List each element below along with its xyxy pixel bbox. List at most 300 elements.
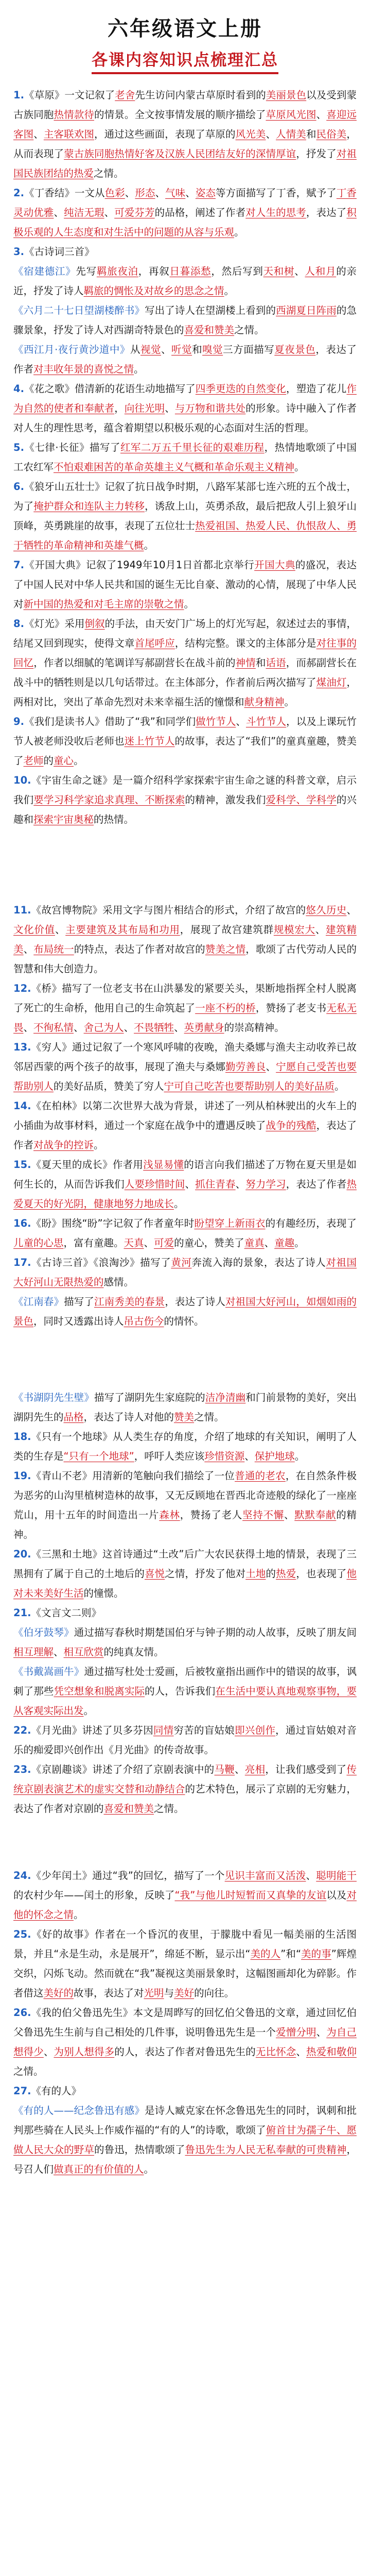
key-point-text: 喜悦	[145, 1568, 165, 1580]
entry-number: 2.	[13, 187, 24, 199]
key-point-text: 努力学习	[245, 1178, 286, 1190]
entry-text: 之情。	[13, 2065, 44, 2077]
key-point-text: 默默奉献	[294, 1509, 337, 1521]
entry-text: 、	[104, 207, 115, 218]
key-point-text: 俯首甘为孺子牛、愿做人民大众的野草	[13, 2124, 357, 2156]
knowledge-entry	[13, 555, 357, 614]
entry-text: 、	[236, 716, 246, 727]
entry-number: 26.	[13, 2007, 31, 2019]
entry-text: 和	[255, 657, 266, 669]
key-point-text: 规模宏大	[273, 924, 315, 936]
entry-text: 的人，告诉我们	[145, 1685, 216, 1697]
entry-text: ，通过这些画面，表现了草原的	[94, 128, 236, 140]
entry-text: 《开国大典》记叙了1949年10月1日首都北京举行	[24, 559, 255, 571]
key-point-text: 黄河	[171, 1257, 192, 1268]
entry-text: 。	[184, 598, 195, 610]
entry-text: 以及	[326, 1889, 347, 1901]
key-point-text: 作为自然的使者和奉献者	[13, 383, 357, 414]
entry-text: 《好的故事》作者在一个昏沉的夜里，于朦胧中看见一幅美丽的生活图景，并且“永是生动，永是展开”，绵延不断，显示出“	[13, 1928, 357, 1960]
entry-text: 的急骤景象，抒发了诗人对西湖奇特景色的	[13, 304, 357, 336]
knowledge-entry	[13, 1253, 357, 1292]
key-point-text: 西湖夏日阵雨	[276, 304, 337, 316]
section-divider	[13, 1819, 357, 1866]
key-point-text: 嗅觉	[202, 344, 223, 355]
knowledge-entry	[13, 1466, 357, 1545]
entry-text: 的形象。诗中融入了作者对人生的理性思考，蕴含着期望以积极乐观的心态面对生活的哲理。	[13, 402, 357, 434]
entry-text: 《花之歌》借清新的花语生动地描写了	[24, 383, 196, 395]
entry-text: 穷苦的盲姑娘	[173, 1724, 235, 1736]
key-point-text: 四季更迭的自然变化	[195, 383, 286, 395]
key-point-text: 献身精神	[244, 696, 285, 708]
entry-text: 、	[296, 2046, 306, 2058]
entry-text: 从	[130, 344, 140, 355]
key-point-text: 不徇私情	[33, 1022, 74, 1033]
subtitle-wrap	[13, 47, 357, 74]
key-point-text: 坚持不懈	[242, 1509, 285, 1521]
key-point-text: 爱科学、学科学	[266, 794, 337, 806]
key-point-text: 视觉	[140, 344, 162, 355]
entry-text: 的童心，赞美了	[174, 1237, 244, 1249]
key-point-text: 宁可自己吃苦也要帮助别人的美好品质	[164, 1080, 335, 1092]
key-point-text: 美丽景色	[266, 89, 307, 101]
poem-title: 《书戴嵩画牛》	[13, 1666, 84, 1677]
key-point-text: 人和月	[305, 265, 337, 277]
entry-text: ，通过盲姑娘对音乐的痴爱即兴创作出《月光曲》的传奇故事。	[13, 1724, 357, 1756]
key-point-text: 红军二万五千里长征的艰难历程	[120, 442, 265, 453]
key-point-text: 儿童的心思	[13, 1237, 64, 1249]
knowledge-entry	[13, 1388, 357, 1427]
entry-number: 21.	[13, 1607, 31, 1619]
entry-text: 、	[244, 1450, 255, 1462]
knowledge-entry	[13, 2003, 357, 2081]
knowledge-entry	[13, 183, 357, 242]
entry-text: ，呼吁人类应该	[134, 1450, 205, 1462]
entry-text: 《夏天里的成长》作者用	[31, 1159, 144, 1171]
knowledge-entry	[13, 979, 357, 1038]
knowledge-entry	[13, 1427, 357, 1466]
entry-number: 24.	[13, 1870, 31, 1882]
key-point-text: 对祖国大好河山无限热爱的	[13, 1257, 357, 1288]
entry-text: 先生访问内蒙古草原时看到的	[135, 89, 266, 101]
key-point-text: 要学习科学家追求真理、不断探索	[33, 794, 185, 806]
entry-number: 10.	[13, 774, 31, 786]
entry-text: 、	[33, 128, 44, 140]
entry-text: 的亲近，抒发了诗人	[13, 265, 357, 297]
entry-text: 《我的伯父鲁迅先生》本文是周晔写的回忆伯父鲁迅的文章，通过回忆伯父鲁迅先生生前与自己相处的几件事，说明鲁迅先生是一个	[13, 2007, 357, 2038]
entry-text: 的情怀。	[164, 1315, 204, 1327]
entry-text: 、	[74, 1022, 84, 1033]
entry-text: ，热情地歌颂了中国工农红军	[13, 442, 357, 473]
entry-text: 的品格，阐述了作者	[154, 207, 246, 218]
key-point-text: 悠久历史	[306, 904, 347, 916]
key-point-text: 喜爱和赞美	[103, 1803, 154, 1815]
key-point-text: 斗竹节人	[245, 716, 287, 727]
entry-number: 5.	[13, 442, 24, 453]
entry-text: 、	[185, 187, 196, 199]
entry-text: 《古诗词三首》	[24, 246, 95, 258]
key-point-text: 美的人	[250, 1948, 281, 1960]
section-4	[13, 1866, 357, 2179]
entry-text: 、	[315, 924, 326, 936]
key-point-text: 可爱	[154, 1237, 174, 1249]
key-point-text: 宁愿自己受苦也要帮助别人	[13, 1061, 357, 1092]
entry-text: ，诱敌上山，英勇杀敌，最后把敌人引上狼牙山顶峰，英勇跳崖的故事，表现了五位壮士	[13, 500, 357, 532]
entry-number: 13.	[13, 1041, 31, 1053]
entry-text: 。	[83, 1705, 94, 1717]
key-point-text: 美的事	[301, 1948, 331, 1960]
key-point-text: 草原风光图	[266, 109, 316, 121]
key-point-text: 蒙古族同胞热情好客及汉族人民团结友好的深情厚谊	[64, 148, 296, 160]
key-point-text: 无比怀念	[255, 2046, 296, 2058]
key-point-text: 盼望穿上新雨衣	[194, 1217, 266, 1229]
key-point-text: 布局统一	[33, 943, 74, 955]
entry-text: 、	[346, 904, 357, 916]
knowledge-entry	[13, 242, 357, 262]
entry-text: 、	[43, 2046, 54, 2058]
key-point-text: 童真	[244, 1237, 265, 1249]
key-point-text: 喜迎远客图	[13, 109, 357, 140]
key-point-text: 勤劳善良	[225, 1061, 266, 1073]
key-point-text: 同情	[153, 1724, 174, 1736]
entry-text: 、	[54, 207, 64, 218]
key-point-text: 对他的怀念之情	[13, 1889, 357, 1921]
knowledge-entry	[13, 262, 357, 301]
key-point-text: 无私无畏	[13, 1002, 357, 1033]
entry-text: 《少年闰土》通过“我”的回忆，描写了一个	[31, 1870, 225, 1882]
entry-text: ，也表现了	[296, 1568, 347, 1580]
key-point-text: 丁香灵动优雅	[13, 187, 357, 218]
entry-text: 的纯真友情。	[103, 1646, 164, 1658]
key-point-text: 马鞭	[214, 1764, 235, 1775]
entry-text: 、	[125, 187, 135, 199]
entry-text: ，赞扬了老支书	[255, 1002, 327, 1014]
entry-text: 等方面描写了丁香，赋予了	[216, 187, 337, 199]
key-point-text: 老舍	[115, 89, 135, 101]
poem-title: 《江南春》	[13, 1296, 64, 1308]
entry-text: ，从而表现了	[13, 128, 357, 160]
entry-text: 之情。	[94, 167, 124, 179]
entry-text: 。	[94, 1139, 104, 1151]
key-point-text: 姿态	[195, 187, 216, 199]
key-point-text: 新中国的热爱和对毛主席的崇敬之情	[23, 598, 184, 610]
entry-text: 《盼》围绕“盼”字记叙了作者童年时	[31, 1217, 195, 1229]
entry-text: 、	[124, 1022, 134, 1033]
entry-text: 、	[235, 1764, 245, 1775]
entry-text: 先写	[76, 265, 97, 277]
poem-title: 《有的人——纪念鲁迅有感》	[13, 2105, 145, 2116]
entry-text: 故事，表达了对	[74, 1987, 144, 1999]
key-point-text: 天真	[124, 1237, 144, 1249]
key-point-text: 老师	[23, 755, 44, 767]
entry-text: 、	[284, 1509, 295, 1521]
entry-text: ，抒发了	[296, 148, 337, 160]
entry-text: 、	[264, 1237, 275, 1249]
entry-number: 9.	[13, 716, 24, 727]
entry-text: ，赞扬了老人	[180, 1509, 243, 1521]
key-point-text: 开国大典	[254, 559, 295, 571]
key-point-text: 风光美	[235, 128, 266, 140]
key-point-text: 为别人想得多	[54, 2046, 115, 2058]
key-point-text: 他对未来美好生活	[13, 1568, 357, 1599]
entry-text: 。	[144, 2163, 154, 2175]
entry-number: 1.	[13, 89, 24, 101]
entry-text: ，再叙	[138, 265, 170, 277]
key-point-text: 即兴创作	[235, 1724, 276, 1736]
entry-text: 《在柏林》以第二次世界大战为背景，讲述了一列从柏林驶出的火车上的小插曲为故事材料，通过一个家庭在战争中的遭遇反映了	[13, 1100, 357, 1131]
entry-text: 《七律·长征》描写了	[24, 442, 120, 453]
key-point-text: 爱憎分明	[276, 2026, 316, 2038]
entry-text: 、	[55, 924, 66, 936]
entry-text: 《有的人》	[31, 2085, 82, 2097]
entry-number: 11.	[13, 904, 31, 916]
entry-text: 描写了湖阴先生家庭院的	[94, 1392, 205, 1403]
entry-text: 。	[74, 1909, 84, 1921]
entry-text: 的有趣经历，表现了	[265, 1217, 357, 1229]
key-point-text: 热爱祖国、热爱人民、仇恨敌人、勇于牺牲的革命精神和英雄气概	[13, 520, 357, 551]
entry-number: 3.	[13, 246, 24, 258]
key-point-text: 人情美	[276, 128, 306, 140]
key-point-text: 赞美之情	[205, 943, 246, 955]
entry-text: 、	[306, 1870, 316, 1882]
key-point-text: 一座不朽的桥	[195, 1002, 256, 1014]
entry-text: 《只有一个地球》从人类生存的角度，介绍了地球的有关知识，阐明了人类的生存是	[13, 1431, 357, 1462]
entry-number: 4.	[13, 383, 24, 395]
key-point-text: 与万物和谐共处	[174, 402, 246, 414]
section-divider	[13, 1331, 357, 1388]
entry-text: 的人，表达了作者对鲁迅先生的	[114, 2046, 256, 2058]
entry-text: ，号召人们	[13, 2144, 357, 2175]
entry-text: 的手法，由天安门广场上的灯光写起，叙述过去的事情，结尾又回到现实，使得文章	[13, 618, 357, 649]
entry-number: 12.	[13, 982, 31, 994]
key-point-text: 色彩	[104, 187, 125, 199]
key-point-text: “我”与他儿时短暂而又真挚的友谊	[174, 1889, 327, 1901]
knowledge-entry	[13, 901, 357, 979]
entry-text: ，而郝副营长在战斗中的牺牲则是以几句话带过。在主体部分，作者前后两次描写了	[13, 657, 357, 688]
key-point-text: 听觉	[171, 344, 192, 355]
knowledge-entry	[13, 1760, 357, 1819]
entry-text: ，表达了作者	[13, 1120, 357, 1151]
entry-text: 。	[294, 461, 305, 473]
key-point-text: 形态	[135, 187, 155, 199]
entry-text: 写出了诗人在望湖楼上看到的	[145, 304, 276, 316]
entry-text: 《我们是读书人》借助了“我”和同学们	[24, 716, 196, 727]
entry-text: ，歌颂了古代劳动人民的智慧和伟大创造力。	[13, 943, 357, 975]
entry-text: 之情。	[194, 1411, 224, 1423]
key-point-text: “只有一个地球”	[63, 1450, 134, 1462]
key-point-text: 美好的	[43, 1987, 74, 1999]
entry-text: ，同时又透露出诗人	[33, 1315, 124, 1327]
entry-text: 《文言文二则》	[31, 1607, 102, 1619]
entry-text: 感情。	[103, 1276, 134, 1288]
knowledge-entry	[13, 438, 357, 477]
entry-text: 《三黑和土地》这首诗通过“土改”后广大农民获得土地的情景，表现了三黑拥有了属于自己的土地后的	[13, 1548, 357, 1580]
key-point-text: 江南秀美的春景	[94, 1296, 165, 1308]
entry-text: 和门前景物的美好，突出湖阴先生的	[13, 1392, 357, 1423]
knowledge-entry	[13, 1038, 357, 1096]
entry-text: 的精神，激发我们	[185, 794, 266, 806]
entry-text: 之情，抒发了他对	[165, 1568, 246, 1580]
entry-number: 23.	[13, 1764, 31, 1775]
entry-text: 、	[316, 109, 327, 121]
entry-number: 6.	[13, 481, 24, 493]
entry-text: 。	[144, 539, 154, 551]
key-point-text: 童心	[54, 755, 74, 767]
entry-text: 。	[294, 1450, 305, 1462]
key-point-text: 不畏牺牲	[134, 1022, 174, 1033]
key-point-text: 战争的残酷	[266, 1120, 316, 1131]
entry-text: 、	[144, 1237, 154, 1249]
key-point-text: 迷上竹节人	[124, 735, 175, 747]
key-point-text: 对战争的控诉	[33, 1139, 94, 1151]
entry-text: 奔流入海的景象，表达了诗人	[191, 1257, 326, 1268]
knowledge-entry	[13, 2101, 357, 2179]
entry-number: 17.	[13, 1257, 31, 1268]
key-point-text: 洁净清幽	[205, 1392, 246, 1403]
entry-text: 的热情。	[94, 814, 134, 825]
key-point-text: 传统京剧表演艺术的虚实交替和动静结合	[13, 1764, 357, 1795]
key-point-text: 羁旅夜泊	[96, 265, 138, 277]
key-point-text: 天和树	[263, 265, 295, 277]
entry-text: ，展现了故宫建筑群	[180, 924, 274, 936]
entry-text: 《宇宙生命之谜》是一篇介绍科学家探索宇宙生命之谜的科普文章，启示我们	[13, 774, 357, 806]
entry-text: ，然后写到	[211, 265, 263, 277]
entry-text: 的情景。全文按事情发展的顺序描绘了	[94, 109, 266, 121]
entry-text: 之情。	[234, 324, 265, 336]
entry-text: 、	[165, 402, 175, 414]
entry-text: 。	[294, 1237, 305, 1249]
key-point-text: 话语	[266, 657, 286, 669]
entry-text: 。	[334, 1080, 345, 1092]
knowledge-entry	[13, 1603, 357, 1623]
key-point-text: 保护地球	[254, 1450, 295, 1462]
key-point-text: 见识丰富而又活泼	[224, 1870, 306, 1882]
entry-text: 通过描写春秋时期楚国伯牙与钟子期的动人故事，反映了朋友间	[74, 1626, 357, 1638]
key-point-text: 浅显易懂	[143, 1159, 184, 1171]
entry-text: 、	[266, 128, 276, 140]
entry-text: 《丁香结》一文从	[24, 187, 105, 199]
entry-text: 。	[174, 1198, 184, 1210]
knowledge-entry	[13, 1623, 357, 1662]
key-point-text: 赞美	[174, 1411, 195, 1423]
knowledge-entry	[13, 771, 357, 829]
key-point-text: 不怕艰难困苦的革命英雄主义气概和革命乐观主义精神	[54, 461, 295, 473]
entry-number: 15.	[13, 1159, 31, 1171]
key-point-text: 美好	[174, 1987, 195, 1999]
entry-text: ，在自然条件极为恶劣的山沟里植树造林的故事，又无反顾地在晋西北奇迹般的绿化了一座座荒山，用十五年的时间造出一片	[13, 1470, 357, 1521]
key-point-text: 热爱夏天的好光阴，健康地努力地成长	[13, 1178, 357, 1210]
entry-text: 《灯光》采用	[24, 618, 85, 630]
entry-text: 的特点，表达了作者对故宫的	[74, 943, 205, 955]
entry-text: 的盛况，表达了中国人民对中华人民共和国的诞生无比自豪、激动的心情，展现了中华人民对	[13, 559, 357, 610]
key-point-text: 鲁迅先生为人民无私奉献的可贵精神	[185, 2144, 347, 2156]
key-point-text: 主客联欢图	[43, 128, 94, 140]
entry-text: ，两相对比，突出了革命先烈对未来幸福生活的憧憬和	[13, 676, 357, 708]
key-point-text: 向往光明	[124, 402, 165, 414]
key-point-text: 积极乐观的人生态度和对生活中的问题的从容与乐观	[13, 207, 357, 238]
entry-text: ，结构完整。课文的主体部分是	[174, 637, 316, 649]
entry-text: ，表达了诗人	[165, 1296, 226, 1308]
key-point-text: 文化价值	[13, 924, 55, 936]
entry-text: 《穷人》通过记叙了一个寒风呼啸的夜晚，渔夫桑娜与渔夫主动收养已故邻居西蒙的两个孩子的故事，展现了渔夫与桑娜	[13, 1041, 357, 1073]
entry-text: 的憧憬。	[83, 1587, 124, 1599]
key-point-text: 吊古伤今	[124, 1315, 164, 1327]
key-point-text: 珍惜资源	[204, 1450, 245, 1462]
entry-number: 27.	[13, 2085, 31, 2097]
section-divider	[13, 829, 357, 901]
key-point-text: 做真正的有价值的人	[54, 2163, 144, 2175]
key-point-text: 气味	[165, 187, 186, 199]
entry-number: 14.	[13, 1100, 31, 1112]
entry-text: ”和“	[280, 1948, 302, 1960]
key-point-text: 对丰收年景的喜悦之情	[33, 363, 134, 375]
entry-text: 和	[192, 344, 203, 355]
entry-text: 三方面描写	[223, 344, 275, 355]
entry-text: 、	[294, 265, 305, 277]
key-point-text: 民俗美	[316, 128, 347, 140]
entry-text: 的鲁迅，热情歌颂了	[94, 2144, 185, 2156]
entry-text: ，作者以细腻的笔调详写郝副营长在战斗前的	[33, 657, 236, 669]
key-point-text: 普通的老农	[235, 1470, 286, 1482]
key-point-text: 对祖国大好河山，如烟如雨的景色	[13, 1296, 357, 1327]
key-point-text: 相互欣赏	[63, 1646, 104, 1658]
entry-text: 描写了	[64, 1296, 94, 1308]
page-title: 六年级语文上册	[108, 16, 262, 41]
key-point-text: 热情款待	[54, 109, 94, 121]
entry-text: 的	[266, 1568, 276, 1580]
entry-text: 。	[284, 696, 295, 708]
knowledge-entry	[13, 1662, 357, 1721]
key-point-text: 相互理解	[13, 1646, 54, 1658]
knowledge-entry	[13, 1096, 357, 1155]
entry-text: 的精神。	[13, 1509, 357, 1540]
key-point-text: 探索宇宙奥秘	[33, 814, 94, 825]
entry-text: ，富有童趣。	[63, 1237, 124, 1249]
key-point-text: 热爱和敬仰	[306, 2046, 357, 2058]
key-point-text: 童趣	[274, 1237, 295, 1249]
knowledge-entry	[13, 1925, 357, 2003]
key-point-text: 主要建筑及其布局和功用	[65, 924, 180, 936]
key-point-text: 人要珍惜时间	[124, 1178, 185, 1190]
entry-number: 8.	[13, 618, 24, 630]
key-point-text: 首尾呼应	[134, 637, 175, 649]
entry-number: 25.	[13, 1928, 31, 1940]
entry-text: ，表达了诗人对他的	[83, 1411, 174, 1423]
knowledge-entry	[13, 1721, 357, 1760]
poem-title: 《宿建德江》	[13, 265, 76, 277]
entry-text: 、	[316, 2026, 327, 2038]
entry-text: 的农村少年——闰土的形象，反映了	[13, 1889, 175, 1901]
key-point-text: 光明	[144, 1987, 164, 1999]
key-point-text: 掩护群众和连队主力转移	[33, 500, 145, 512]
key-point-text: 日暮添愁	[169, 265, 212, 277]
key-point-text: 土地	[245, 1568, 266, 1580]
entry-number: 18.	[13, 1431, 31, 1443]
entry-text: 是诗人臧克家在怀念鲁迅先生的同时，讽刺和批判那些骑在人民头上作威作福的“有的人”的诗歌，歌颂了	[13, 2105, 357, 2136]
section-3	[13, 1388, 357, 1819]
knowledge-entry	[13, 614, 357, 712]
section-1	[13, 86, 357, 829]
entry-text: 《狼牙山五壮士》记叙了抗日战争时期，八路军某部七连六班的五个战士，为了	[13, 481, 357, 512]
entry-text: 之情。	[154, 1803, 184, 1815]
knowledge-entry	[13, 477, 357, 555]
key-point-text: 在生活中要认真地观察事物，要从客观实际出发	[13, 1685, 357, 1717]
knowledge-entry	[13, 86, 357, 183]
key-point-text: 为自己想得少	[13, 2026, 357, 2058]
entry-text: 、	[266, 1061, 276, 1073]
key-point-text: 品格	[63, 1411, 84, 1423]
entry-text: 、	[235, 1178, 246, 1190]
key-point-text: 对人生的思考	[245, 207, 306, 218]
